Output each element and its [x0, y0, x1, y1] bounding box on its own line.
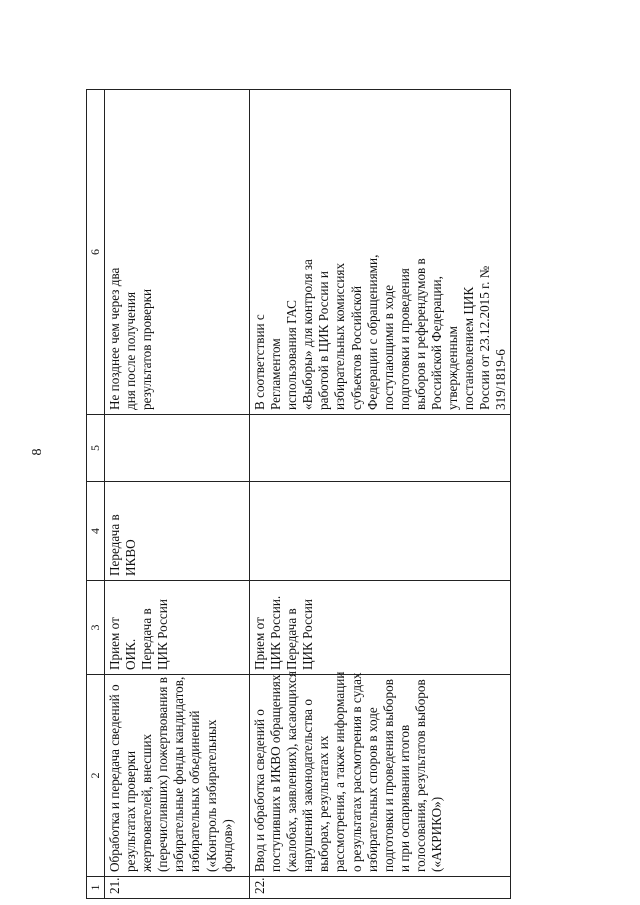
cell-action: [105, 482, 250, 581]
cell-number: 22.: [250, 877, 511, 899]
cell-text-line: рассмотрения, а также информации: [332, 671, 348, 872]
cell-text-line: 319/1819-6: [493, 349, 509, 410]
cell-text-line: о результатах рассмотрения в судах: [348, 672, 364, 872]
cell-text-line: России от 23.12.2015 г. №: [477, 265, 493, 410]
table-row: [250, 90, 511, 899]
table-row: [105, 90, 250, 899]
cell-text-line: выборах, результатах их: [316, 735, 332, 872]
cell-text-line: «Выборы» для контроля за: [300, 259, 316, 410]
cell-text-line: использования ГАС: [284, 300, 300, 410]
cell-col5: [250, 415, 511, 482]
table-container: [86, 90, 509, 899]
cell-text-line: Передача в: [139, 608, 155, 670]
header-col-6: 6: [87, 90, 105, 415]
header-col-2: 2: [87, 675, 105, 877]
cell-text-line: Российской Федерации,: [429, 276, 445, 410]
page-number: 8: [30, 448, 45, 456]
cell-description: [105, 675, 250, 877]
cell-source: [105, 581, 250, 675]
cell-text-line: нарушений законодательства о: [300, 699, 316, 872]
cell-text-line: жертвователей, внесших: [139, 733, 155, 872]
header-col-3: 3: [87, 581, 105, 675]
cell-text-line: голосования, результатов выборов: [412, 679, 428, 872]
cell-text-line: подготовки и проведения выборов: [380, 679, 396, 872]
cell-text-line: поступивших в ИКВО обращениях: [268, 674, 284, 872]
cell-text-line: избирательных объединений: [187, 710, 203, 872]
cell-text-line: ЦИК России: [300, 599, 316, 670]
cell-text-line: фондов»): [219, 819, 235, 872]
cell-text-line: (жалобах, заявлениях), касающихся: [284, 671, 300, 872]
cell-text-line: (перечисливших) пожертвования в: [155, 677, 171, 872]
cell-text-line: («Контроль избирательных: [203, 719, 219, 872]
cell-text-line: («АКРИКО»): [429, 796, 445, 872]
cell-text-line: утвержденным: [445, 326, 461, 410]
header-row: [87, 90, 105, 899]
cell-text-line: Передача в: [284, 608, 300, 670]
cell-text-line: поступающими в ходе: [380, 284, 396, 410]
cell-text-line: дня после получения: [123, 291, 139, 410]
cell-text-line: субъектов Российской: [348, 285, 364, 410]
cell-text-line: избирательных споров в ходе: [364, 707, 380, 872]
cell-deadline: [250, 90, 511, 415]
cell-text-line: работой в ЦИК России и: [316, 271, 332, 410]
cell-text-line: Прием от: [252, 617, 267, 670]
cell-text-line: постановлением ЦИК: [461, 286, 477, 410]
cell-text-line: ИКВО: [123, 539, 139, 576]
cell-text-line: В соответствии с: [252, 314, 267, 410]
cell-text-line: Ввод и обработка сведений о: [252, 709, 267, 872]
cell-text-line: Обработка и передача сведений о: [107, 684, 122, 872]
cell-text-line: избирательных комиссиях: [332, 262, 348, 410]
cell-source: [250, 581, 511, 675]
cell-text-line: Регламентом: [268, 338, 284, 410]
cell-text-line: результатах проверки: [123, 750, 139, 872]
cell-text-line: подготовки и проведения: [396, 268, 412, 410]
cell-text-line: избирательные фонды кандидатов,: [171, 676, 187, 872]
cell-text-line: выборов и референдумов в: [412, 258, 428, 410]
cell-deadline: [105, 90, 250, 415]
cell-text-line: ОИК.: [123, 638, 139, 670]
cell-text-line: ЦИК России.: [268, 595, 284, 670]
cell-description: [250, 671, 511, 877]
cell-text-line: и при оспаривании итогов: [396, 724, 412, 872]
cell-text-line: ЦИК России: [155, 599, 171, 670]
cell-text-line: Передача в: [107, 514, 122, 576]
cell-text-line: Федерации с обращениями,: [364, 254, 380, 410]
header-col-5: 5: [87, 415, 105, 482]
data-table: [86, 89, 511, 899]
cell-col5: [105, 415, 250, 482]
cell-text-line: Не позднее чем через два: [107, 267, 122, 410]
cell-text-line: результатов проверки: [139, 288, 155, 410]
header-col-1: 1: [87, 877, 105, 899]
header-col-4: 4: [87, 482, 105, 581]
cell-text-line: Прием от: [107, 617, 122, 670]
cell-action: [250, 482, 511, 581]
cell-number: 21.: [105, 877, 250, 899]
